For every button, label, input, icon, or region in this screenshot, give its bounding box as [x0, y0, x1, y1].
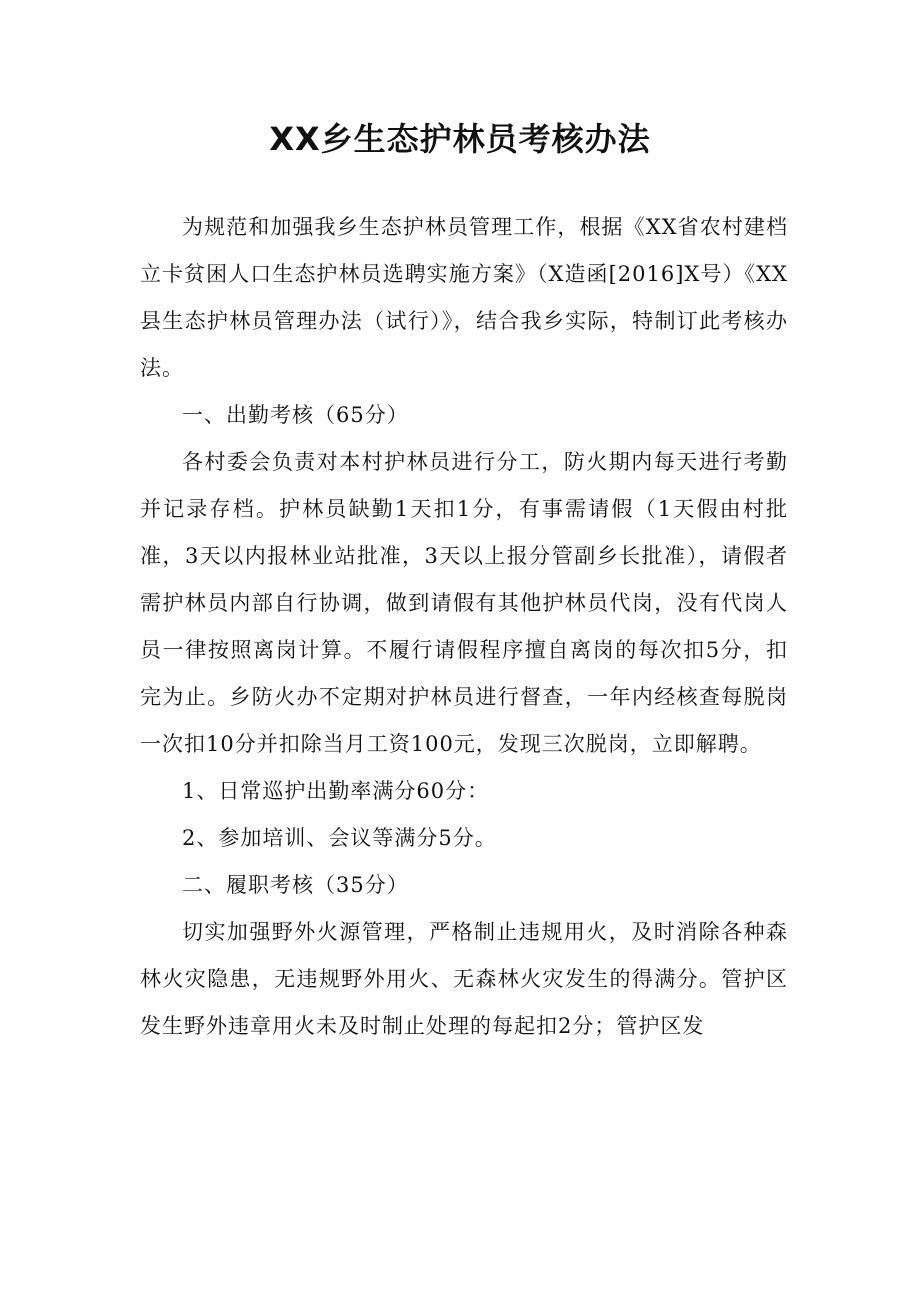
attendance-item-2: 2、参加培训、会议等满分5分。 [182, 826, 497, 850]
attendance-paragraph: 各村委会负责对本村护林员进行分工，防火期内每天进行考勤并记录存档。护林员缺勤1天扣1分，有事需请假（1天假由村批准，3天以内报林业站批准，3天以上报分管副乡长批准），请假者需护林员内部自行协调，做到请假有其他护林员代岗，没有代岗人员一律按照离岗计算。不履行请假程序擅自离岗的每次扣5分，扣完为止。乡防火办不定期对护林员进行督查，一年内经核查每脱岗一次扣10分并扣除当月工资100元，发现三次脱岗，立即解聘。 [140, 450, 788, 756]
section-heading-attendance: 一、出勤考核（65分） [182, 403, 409, 427]
document-title: XX乡生态护林员考核办法 [269, 120, 651, 158]
section-heading-duty: 二、履职考核（35分） [182, 873, 409, 897]
attendance-item-1: 1、日常巡护出勤率满分60分： [182, 779, 490, 803]
intro-paragraph: 为规范和加强我乡生态护林员管理工作，根据《XX省农村建档立卡贫困人口生态护林员选聘实施方案》（X造函[2016]X号）《XX县生态护林员管理办法（试行）》，结合我乡实际，特制订此考核办法。 [140, 215, 788, 380]
duty-paragraph: 切实加强野外火源管理，严格制止违规用火，及时消除各种森林火灾隐患，无违规野外用火、无森林火灾发生的得满分。管护区发生野外违章用火未及时制止处理的每起扣2分；管护区发 [140, 920, 788, 1038]
document-body [140, 204, 788, 1050]
